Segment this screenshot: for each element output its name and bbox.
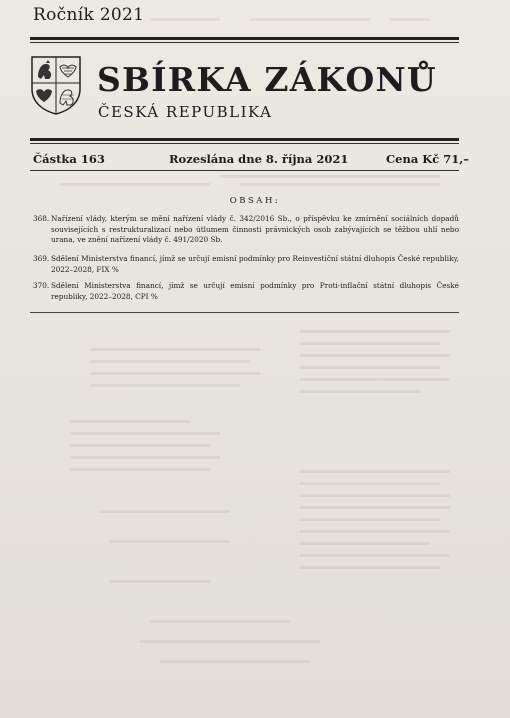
header-bottom-rule xyxy=(30,138,459,141)
contents-heading: OBSAH: xyxy=(229,196,281,206)
item-text: Sdělení Ministerstva financí, jímž se určují emisní podmínky pro Proti-inflační státní dluhopis České republiky, 2022–2028, CPI % xyxy=(51,281,459,301)
item-text: Nařízení vlády, kterým se mění nařízení vlády č. 342/2016 Sb., o příspěvku ke zmírnění sociálních dopadů souvisejících s restrukturalizací nebo útlumem činnosti právnických osob zabývajících se těžbou uhlí nebo urana, ve znění nařízení vlády č. 491/2020 Sb. xyxy=(51,214,459,245)
volume-year: Ročník 2021 xyxy=(33,5,145,25)
item-number: 370. xyxy=(33,281,50,290)
publication-subtitle: ČESKÁ REPUBLIKA xyxy=(98,103,273,121)
top-rule-thin xyxy=(30,42,459,43)
contents-item xyxy=(33,254,459,275)
item-number: 368. xyxy=(33,214,50,223)
top-rule xyxy=(30,37,459,40)
issue-price: Cena Kč 71,– xyxy=(386,152,470,166)
header-bottom-rule-thin xyxy=(30,143,459,144)
czech-coat-of-arms-icon xyxy=(30,55,82,115)
item-text: Sdělení Ministerstva financí, jímž se určují emisní podmínky pro Reinvestiční státní dluhopis České republiky, 2022–2028, FIX % xyxy=(51,254,459,274)
issue-number: Částka 163 xyxy=(33,152,105,166)
contents-item xyxy=(33,214,459,246)
contents-end-rule xyxy=(30,312,459,313)
contents-item xyxy=(33,281,459,302)
issue-date: Rozeslána dne 8. října 2021 xyxy=(169,152,349,166)
item-number: 369. xyxy=(33,254,50,263)
meta-rule xyxy=(30,170,459,171)
publication-title: SBÍRKA ZÁKONŮ xyxy=(97,60,437,99)
